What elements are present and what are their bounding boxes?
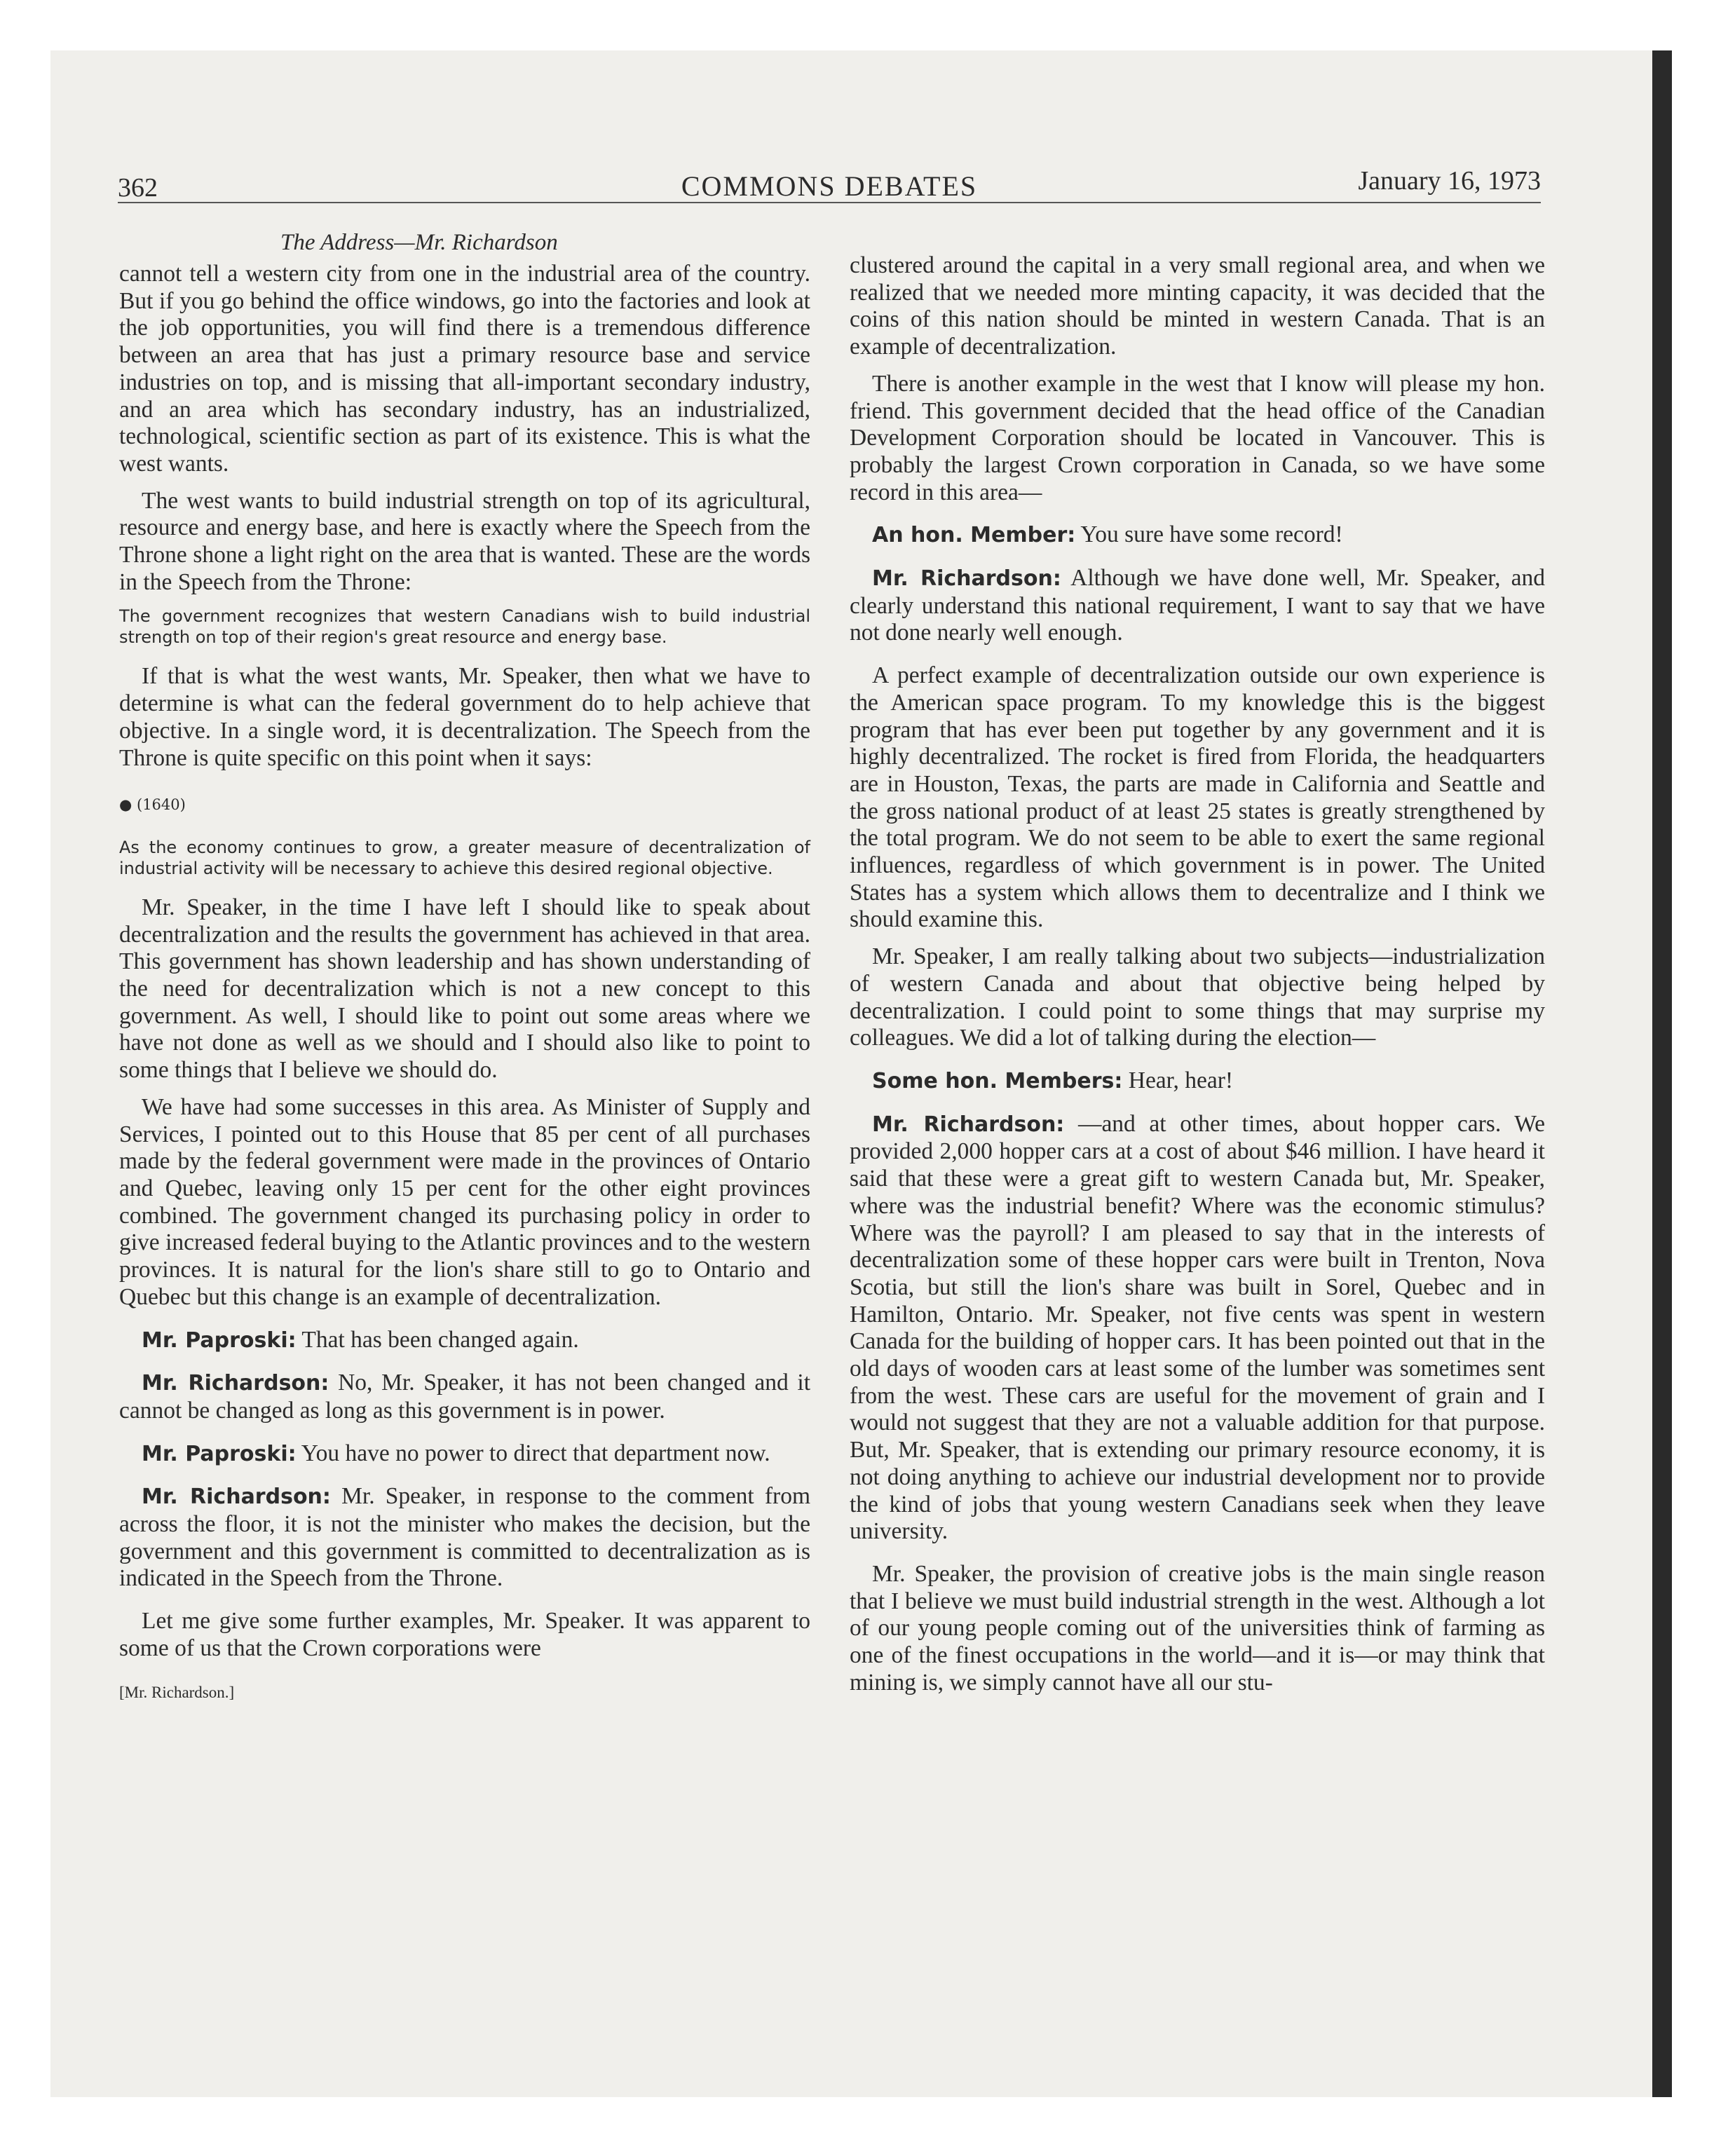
scan-edge-shadow [1652,50,1672,2097]
paragraph: clustered around the capital in a very small regional area, and when we realized that we needed more minting capacity, it was decided that the coins of this nation should be minted in western Canada. That is an example of decentralization. [850,252,1545,360]
throne-speech-quote: As the economy continues to grow, a greater measure of decentralization of industrial activity will be necessary to achieve this desired regional objective. [119,837,810,878]
speech-turn [850,1111,1545,1546]
page-number: 362 [118,173,158,203]
speech-text: —and at other times, about hopper cars. We provided 2,000 hopper cars at a cost of about $46 million. I have heard it said that these were a great gift to western Canada but, Mr. Speaker, where was the industrial benefit? Where was the economic stimulus? Where was the payroll? I am pleased to say that in the interests of decentralization some of these hopper cars were built in Trenton, Nova Scotia, but still the lion's share was built in Sorel, Quebec and in Hamilton, Ontario. Mr. Speaker, not five cents was spent in western Canada for the building of hopper cars. It has been pointed out that in the old days of wooden cars at least some of the lumber was sometimes sent from the west. These cars are useful for the movement of grain and I would not suggest that they are not a valuable addition for that purpose. But, Mr. Speaker, that is extending our primary resource economy, it is not doing anything to achieve our industrial development nor to provide the kind of jobs that young western Canadians seek when they leave university. [850,1110,1546,1545]
paragraph: Mr. Speaker, in the time I have left I should like to speak about decentralization and the results the government has achieved in that area. This government has shown leadership and has shown understanding of the need for decentralization which is not a new concept to this government. As well, I should like to point out some areas where we have not done as well as we should and I should also like to point to some things that I believe we should do. [119,894,810,1084]
speech-turn [850,1067,1545,1096]
speech-text: Mr. Speaker, in response to the comment from across the floor, it is not the minister who makes the decision, but the government and this government is committed to decentralization as is indicated in the Speech from the Throne. [119,1483,811,1592]
speaker-name: Some hon. Members: [872,1068,1123,1093]
speaker-signature: [Mr. Richardson.] [119,1683,235,1701]
paragraph: If that is what the west wants, Mr. Speaker, then what we have to determine is what can the federal government do to help achieve that objective. In a single word, it is decentralization. The Speech from the Throne is quite specific on this point when it says: [119,663,810,771]
speaker-name: Mr. Paproski: [142,1328,297,1353]
publication-title: COMMONS DEBATES [681,170,978,202]
speaker-name: Mr. Richardson: [872,566,1061,592]
speech-turn [850,521,1545,550]
speaker-name: Mr. Paproski: [142,1441,297,1466]
paragraph: Mr. Speaker, I am really talking about two subjects—industrialization of western Canada and about that objective being helped by decentralization. I could point to some things that may surprise my colleagues. We did a lot of talking during the election— [850,943,1545,1051]
speech-turn [119,1327,810,1355]
speaker-name: Mr. Richardson: [142,1485,331,1510]
speech-turn [850,565,1545,647]
right-column [850,252,1545,1706]
speech-turn [119,1483,810,1592]
speaker-name: An hon. Member: [872,523,1076,548]
left-column [119,261,810,1716]
speech-text: You sure have some record! [1080,521,1343,548]
speech-text: Although we have done well, Mr. Speaker, and clearly understand this national requirement, I want to say that we have not done nearly well enough. [850,565,1546,646]
speaker-name: Mr. Richardson: [142,1371,329,1396]
throne-speech-quote: The government recognizes that western Canadians wish to build industrial strength on top of their region's great resource and energy base. [119,606,810,648]
speech-text: That has been changed again. [301,1326,579,1353]
speech-turn [119,1370,810,1424]
publication-date: January 16, 1973 [1358,166,1541,196]
paragraph: Mr. Speaker, the provision of creative jobs is the main single reason that I believe we must build industrial strength in the west. Although a lot of our young people coming out of the universities think of farming as one of the finest occupations in the world—and it is—or may think that mining is, we simply cannot have all our stu- [850,1560,1545,1696]
paragraph: The west wants to build industrial strength on top of its agricultural, resource and energy base, and here is exactly where the Speech from the Throne shone a light right on the area that is wanted. These are the words in the Speech from the Throne: [119,487,810,595]
speech-text: Hear, hear! [1128,1067,1234,1093]
page-header [118,160,1541,203]
speech-turn [119,1440,810,1468]
paragraph: Let me give some further examples, Mr. Speaker. It was apparent to some of us that the Crown corporations were [119,1608,810,1661]
speaker-name: Mr. Richardson: [872,1112,1065,1137]
paragraph: cannot tell a western city from one in the industrial area of the country. But if you go behind the office windows, go into the factories and look at the job opportunities, you will find there is a tremendous difference between an area that has just a primary resource base and service industries on top, and is missing that all-important secondary industry, and an area which has secondary industry, has an industrialized, technological, scientific section as part of its existence. This is what the west wants. [119,261,810,477]
paragraph: A perfect example of decentralization outside our own experience is the American space program. To my knowledge this is the biggest program that has ever been put together by any government and it is highly decentralized. The rocket is fired from Florida, the headquarters are in Houston, Texas, the parts are made in California and Seattle and the gross national product of at least 25 states is greatly strengthened by the total program. We do not seem to be able to exert the same regional influences, regardless of which government is in power. The United States has a system which allows them to decentralize and I think we should examine this. [850,662,1545,933]
time-marker: ● (1640) [119,796,186,814]
running-head: The Address—Mr. Richardson [280,230,558,255]
paragraph: There is another example in the west that I know will please my hon. friend. This government decided that the head office of the Canadian Development Corporation should be located in Vancouver. This is probably the largest Crown corporation in Canada, so we have some record in this area— [850,370,1545,505]
speech-text: No, Mr. Speaker, it has not been changed and it cannot be changed as long as this government is in power. [119,1370,811,1424]
paragraph: We have had some successes in this area. As Minister of Supply and Services, I pointed out to this House that 85 per cent of all purchases made by the federal government were made in the provinces of Ontario and Quebec, leaving only 15 per cent for the other eight provinces combined. The government changed its purchasing policy in order to give increased federal buying to the Atlantic provinces and to the western provinces. It is natural for the lion's share still to go to Ontario and Quebec but this change is an example of decentralization. [119,1093,810,1310]
speech-text: You have no power to direct that department now. [301,1440,770,1466]
